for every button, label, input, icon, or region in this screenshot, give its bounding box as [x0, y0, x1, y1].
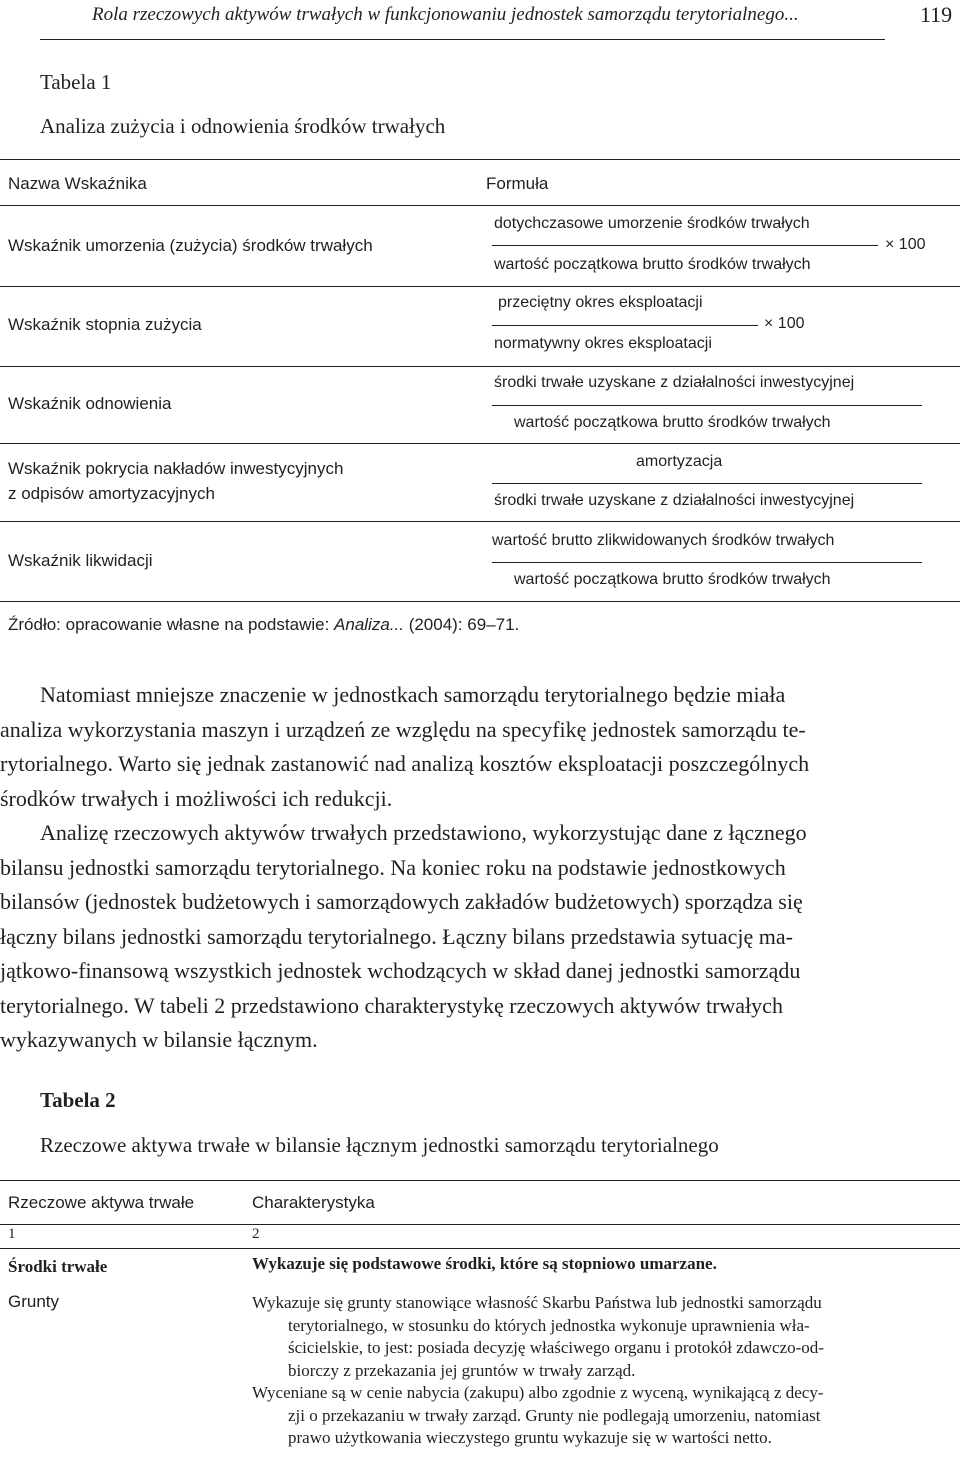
paragraph-line: rytorialnego. Warto się jednak zastanowić nad analizą kosztów eksploatacji poszczególnych — [0, 751, 810, 776]
fraction-bar — [492, 562, 922, 563]
desc-line: prawo użytkowania wieczystego gruntu wykazuje się w wartości netto. — [288, 1428, 772, 1447]
table2-section-name: Środki trwałe — [8, 1257, 108, 1276]
table1-row-rule — [0, 286, 960, 287]
formula-numerator: środki trwałe uzyskane z działalności inwestycyjnej — [494, 374, 855, 391]
desc-line: Wykazuje się grunty stanowiące własność Skarbu Państwa lub jednostki samorządu — [252, 1293, 822, 1312]
desc-line: zji o przekazaniu w trwały zarząd. Grunty nie podlegają umorzeniu, natomiast — [288, 1405, 821, 1425]
formula-multiplier: × 100 — [885, 236, 926, 253]
formula-denominator: wartość początkowa brutto środków trwałych — [514, 414, 831, 431]
table1-bottom-rule — [0, 601, 960, 602]
table2-col2-number: 2 — [252, 1226, 260, 1242]
table1-row-rule — [0, 443, 960, 444]
table1-row-name-line2: z odpisów amortyzacyjnych — [8, 484, 215, 503]
table2-row-name: Grunty — [8, 1292, 60, 1311]
paragraph-2 — [0, 816, 960, 1058]
table1-title: Analiza zużycia i odnowienia środków trwałych — [40, 114, 446, 138]
table2-top-rule — [0, 1180, 960, 1181]
table1-top-rule — [0, 159, 960, 160]
table1-col-formula-header: Formuła — [486, 174, 549, 193]
running-header: Rola rzeczowych aktywów trwałych w funkcjonowaniu jednostek samorządu terytorialnego... — [92, 4, 799, 25]
desc-line: biorczy z przekazania jej gruntów w trwały zarząd. — [288, 1360, 636, 1380]
source-suffix: (2004): 69–71. — [403, 615, 520, 634]
table2-col1-number: 1 — [8, 1226, 16, 1242]
header-divider — [40, 39, 885, 40]
table1-row-name-line1: Wskaźnik pokrycia nakładów inwestycyjnych — [8, 459, 344, 478]
paragraph-line: wykazywanych w bilansie łącznym. — [0, 1027, 318, 1052]
formula-numerator: przeciętny okres eksploatacji — [498, 294, 703, 311]
table1-col-name-header: Nazwa Wskaźnika — [8, 174, 147, 193]
page-number: 119 — [920, 2, 953, 27]
formula-denominator: normatywny okres eksploatacji — [494, 335, 712, 352]
paragraph-line: bilansu jednostki samorządu terytorialnego. Na koniec roku na podstawie jednostkowych — [0, 854, 786, 880]
formula-numerator: wartość brutto zlikwidowanych środków trwałych — [492, 532, 835, 549]
fraction-bar — [492, 245, 878, 246]
fraction-bar — [492, 405, 922, 406]
table2-title: Rzeczowe aktywa trwałe w bilansie łącznym jednostki samorządu terytorialnego — [40, 1133, 719, 1157]
table1-row-name: Wskaźnik stopnia zużycia — [8, 315, 202, 334]
paragraph-line: terytorialnego. W tabeli 2 przedstawiono charakterystykę rzeczowych aktywów trwałych — [0, 992, 783, 1018]
table1-row-name: Wskaźnik likwidacji — [8, 551, 153, 570]
paragraph-line: łączny bilans jednostki samorządu terytorialnego. Łączny bilans przedstawia sytuację ma- — [0, 923, 793, 949]
source-italic: Analiza... — [334, 615, 404, 634]
table2-header-rule — [0, 1224, 960, 1225]
table2-label: Tabela 2 — [40, 1088, 116, 1112]
table2-row-desc — [252, 1292, 824, 1450]
table2-col1-header: Rzeczowe aktywa trwałe — [8, 1193, 195, 1212]
table1-row-name: Wskaźnik odnowienia — [8, 394, 172, 413]
desc-line: Wyceniane są w cenie nabycia (zakupu) albo zgodnie z wyceną, wynikającą z decy- — [252, 1383, 824, 1402]
desc-line: ścicielskie, to jest: posiada decyzję właściwego organu i protokół zdawczo-od- — [288, 1338, 824, 1357]
table2-col2-header: Charakterystyka — [252, 1193, 375, 1212]
table1-row-rule — [0, 521, 960, 522]
table1-row-name: Wskaźnik umorzenia (zużycia) środków trwałych — [8, 236, 373, 255]
fraction-bar — [492, 325, 758, 326]
paragraph-line: analiza wykorzystania maszyn i urządzeń ze względu na specyfikę jednostek samorządu te- — [0, 716, 806, 742]
formula-multiplier: × 100 — [764, 315, 805, 332]
table1-header-rule — [0, 205, 960, 206]
paragraph-line: Analizę rzeczowych aktywów trwałych przedstawiono, wykorzystując dane z łącznego — [40, 820, 807, 845]
paragraph-1 — [0, 678, 960, 816]
table2-section-desc: Wykazuje się podstawowe środki, które są stopniowo umarzane. — [252, 1254, 717, 1273]
formula-denominator: wartość początkowa brutto środków trwałych — [494, 256, 811, 273]
formula-numerator: dotychczasowe umorzenie środków trwałych — [494, 215, 810, 232]
paragraph-line: bilansów (jednostek budżetowych i samorządowych zakładów budżetowych) sporządza się — [0, 889, 803, 914]
formula-denominator: wartość początkowa brutto środków trwałych — [514, 571, 831, 588]
paragraph-line: jątkowo-finansową wszystkich jednostek wchodzących w skład danej jednostki samorządu — [0, 958, 801, 983]
formula-denominator: środki trwałe uzyskane z działalności inwestycyjnej — [494, 492, 855, 509]
paragraph-line: środków trwałych i możliwości ich redukcji. — [0, 785, 393, 811]
paragraph-line: Natomiast mniejsze znaczenie w jednostkach samorządu terytorialnego będzie miała — [40, 682, 786, 707]
formula-numerator: amortyzacja — [636, 453, 723, 470]
source-prefix: Źródło: opracowanie własne na podstawie: — [8, 615, 335, 634]
table1-source-note — [8, 615, 519, 635]
table2-number-rule — [0, 1248, 960, 1249]
table1-label: Tabela 1 — [40, 70, 112, 94]
table1-row-rule — [0, 366, 960, 367]
fraction-bar — [492, 483, 922, 484]
desc-line: terytorialnego, w stosunku do których jednostka wykonuje uprawnienia wła- — [288, 1315, 810, 1335]
